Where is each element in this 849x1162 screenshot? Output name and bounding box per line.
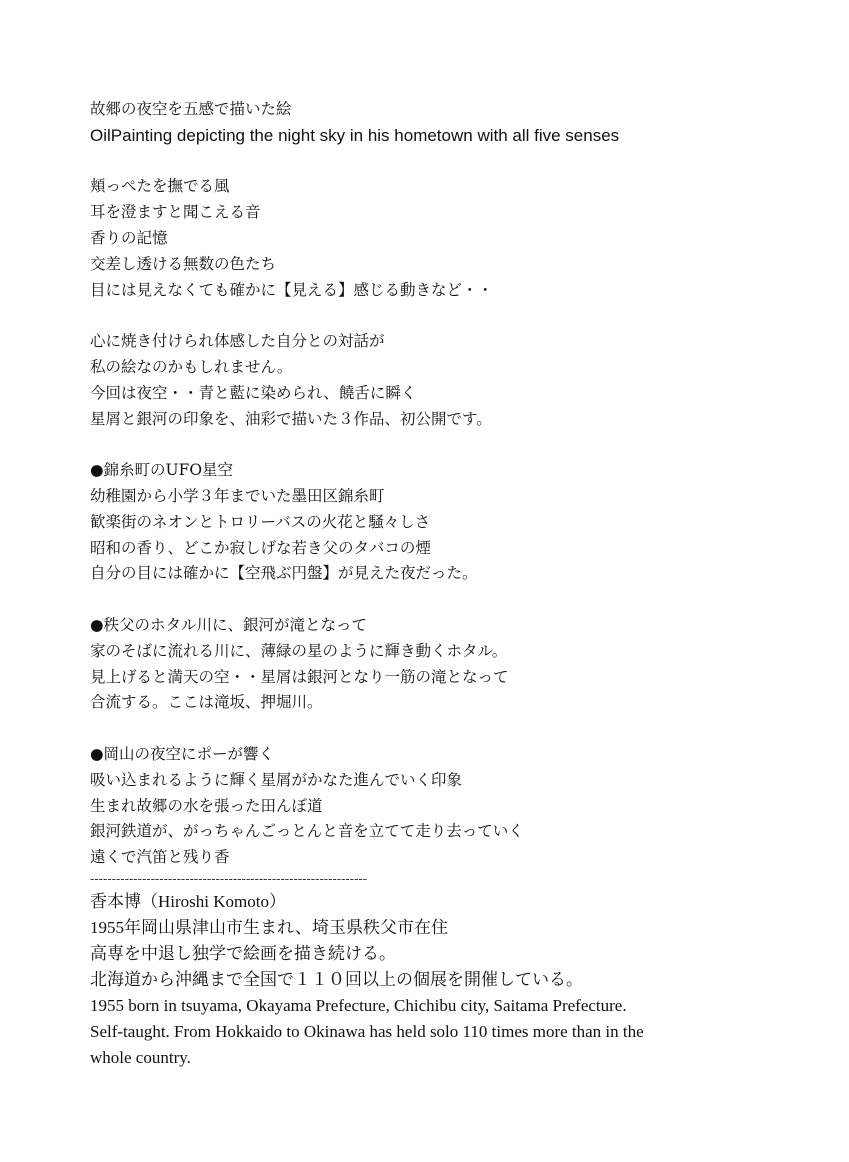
work-line: 吸い込まれるように輝く星屑がかなた進んでいく印象: [90, 770, 463, 789]
statement-line: 心に焼き付けられ体感した自分との対話が: [90, 332, 385, 351]
statement-line: 私の絵なのかもしれません。: [90, 357, 293, 376]
spacer: [90, 716, 810, 742]
bio-line-en: whole country.: [90, 1047, 191, 1067]
work-line: 幼稚園から小学３年までいた墨田区錦糸町: [90, 486, 385, 505]
spacer: [90, 432, 810, 458]
bio-line-jp: 北海道から沖縄まで全国で１１０回以上の個展を開催している。: [90, 969, 583, 989]
spacer: [90, 149, 810, 175]
senses-line: 目には見えなくても確かに【見える】感じる動きなど・・: [90, 280, 494, 299]
spacer: [90, 303, 810, 329]
bio-line-en: Self-taught. From Hokkaido to Okinawa has held solo 110 times more than in the: [90, 1021, 644, 1041]
work-line: 銀河鉄道が、がっちゃんごっとんと音を立てて走り去っていく: [90, 822, 524, 841]
bio-line-jp: 1955年岡山県津山市生まれ、埼玉県秩父市在住: [90, 917, 449, 937]
document-body: [90, 97, 810, 1071]
work-line: 生まれ故郷の水を張った田んぼ道: [90, 796, 323, 815]
statement-line: 星屑と銀河の印象を、油彩で描いた３作品、初公開です。: [90, 409, 492, 428]
work-heading: ●岡山の夜空にポーが響く: [90, 744, 275, 763]
bio-line-en: 1955 born in tsuyama, Okayama Prefecture, Chichibu city, Saitama Prefecture.: [90, 995, 627, 1015]
title-jp: 故郷の夜空を五感で描いた絵: [90, 100, 292, 118]
spacer: [90, 587, 810, 613]
work-line: 遠くで汽笛と残り香: [90, 848, 230, 867]
work-line: 自分の目には確かに【空飛ぶ円盤】が見えた夜だった。: [90, 564, 478, 583]
senses-line: 交差し透ける無数の色たち: [90, 254, 277, 273]
bio-line-jp: 高専を中退し独学で絵画を描き続ける。: [90, 943, 396, 963]
statement-line: 今回は夜空・・青と藍に染められ、饒舌に瞬く: [90, 383, 417, 402]
artist-name: 香本博（Hiroshi Komoto）: [90, 891, 286, 911]
work-line: 家のそばに流れる川に、薄緑の星のように輝き動くホタル。: [90, 641, 508, 660]
work-line: 合流する。ここは滝坂、押堀川。: [90, 693, 323, 712]
title-en: OilPainting depicting the night sky in his hometown with all five senses: [90, 125, 620, 145]
divider-line: ----------------------------------------------------------------: [90, 870, 368, 886]
senses-line: 香りの記憶: [90, 228, 168, 247]
work-line: 歓楽街のネオンとトロリーバスの火花と騒々しさ: [90, 512, 431, 531]
work-line: 見上げると満天の空・・星屑は銀河となり一筋の滝となって: [90, 667, 509, 686]
work-heading: ●秩父のホタル川に、銀河が滝となって: [90, 615, 368, 634]
work-line: 昭和の香り、どこか寂しげな若き父のタバコの煙: [90, 538, 431, 557]
senses-line: 耳を澄ますと聞こえる音: [90, 203, 261, 222]
artist-bio: [90, 889, 810, 1071]
work-heading: ●錦糸町のUFO星空: [90, 461, 234, 480]
senses-line: 頬っぺたを撫でる風: [90, 177, 230, 196]
